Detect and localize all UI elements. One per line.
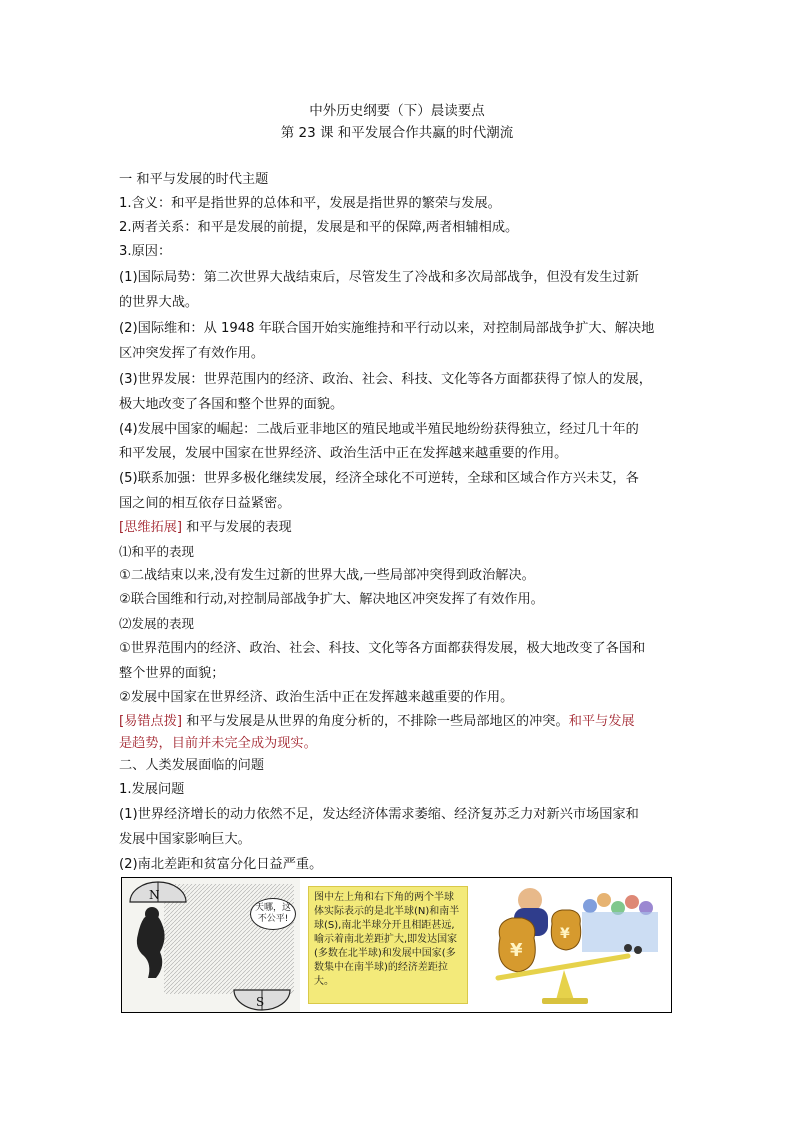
thinking-extension-tag: [思维拓展] (119, 520, 183, 535)
text-line: ⑴和平的表现 (119, 544, 195, 559)
text-line: ⑵发展的表现 (119, 616, 195, 631)
text-line: 3.原因： (119, 244, 172, 259)
document-title: 中外历史纲要（下）晨读要点 (309, 103, 485, 119)
text-line: ②发展中国家在世界经济、政治生活中正在发挥越来越重要的作用。 (119, 690, 514, 705)
text-line: 发展中国家影响巨大。 (119, 832, 251, 847)
text-line: 和平发展，发展中国家在世界经济、政治生活中正在发挥越来越重要的作用。 (119, 446, 568, 461)
mistake-tip-tag: [易错点拨] (119, 714, 183, 729)
mistake-tip-highlight: 和平与发展 (568, 714, 635, 729)
money-bag-symbol: ¥ (510, 940, 523, 961)
text-line: (5)联系加强：世界多极化继续发展，经济全球化不可逆转，全球和区域合作方兴未艾，各 (119, 471, 639, 486)
speech-bubble: 天哪，这不公平! (250, 898, 296, 930)
north-label: N (149, 888, 160, 902)
wealth-gap-cartoon (478, 878, 672, 1012)
mistake-tip-line (119, 712, 679, 732)
south-label: S (256, 995, 265, 1009)
text-line: (2)南北差距和贫富分化日益严重。 (119, 857, 323, 872)
hemisphere-cartoon (122, 878, 300, 1012)
wealth-gap-drawing (478, 878, 672, 1012)
text-line: (2)国际维和：从 1948 年联合国开始实施维持和平行动以来，对控制局部战争扩大、解决地 (119, 321, 655, 336)
text-line: 的世界大战。 (119, 295, 199, 310)
text-line: (4)发展中国家的崛起：二战后亚非地区的殖民地或半殖民地纷纷获得独立，经过几十年的 (119, 422, 639, 437)
caption-note: 图中左上角和右下角的两个半球体实际表示的是北半球(N)和南半球(S),南北半球分开且相距甚远,喻示着南北差距扩大,即发达国家(多数在北半球)和发展中国家(多数集中在南半球)的经济差距拉大。 (308, 886, 468, 1004)
lesson-title: 第 23 课 和平发展合作共赢的时代潮流 (280, 125, 514, 141)
text-line: (1)世界经济增长的动力依然不足，发达经济体需求萎缩、经济复苏乏力对新兴市场国家和 (119, 807, 639, 822)
text-line: 1.含义：和平是指世界的总体和平，发展是指世界的繁荣与发展。 (119, 196, 501, 211)
money-bag-symbol: ¥ (560, 926, 570, 942)
text-line: 整个世界的面貌； (119, 666, 225, 681)
mistake-tip-highlight-2: 是趋势，目前并未完全成为现实。 (119, 736, 317, 751)
text-line: 2.两者关系：和平是发展的前提，发展是和平的保障,两者相辅相成。 (119, 220, 519, 235)
text-line: ②联合国维和行动,对控制局部战争扩大、解决地区冲突发挥了有效作用。 (119, 592, 544, 607)
thinking-extension-line (119, 518, 679, 538)
text-line: ①二战结束以来,没有发生过新的世界大战,一些局部冲突得到政治解决。 (119, 568, 535, 583)
thinking-extension-text: 和平与发展的表现 (182, 520, 292, 535)
section-heading: 一 和平与发展的时代主题 (119, 172, 269, 187)
text-line: (1)国际局势：第二次世界大战结束后，尽管发生了冷战和多次局部战争，但没有发生过新 (119, 270, 639, 285)
mistake-tip-text: 和平与发展是从世界的角度分析的，不排除一些局部地区的冲突。 (182, 714, 569, 729)
text-line: 极大地改变了各国和整个世界的面貌。 (119, 397, 344, 412)
text-line: (3)世界发展：世界范围内的经济、政治、社会、科技、文化等各方面都获得了惊人的发展， (119, 372, 652, 387)
north-south-gap-figure (121, 877, 672, 1013)
text-line: 区冲突发挥了有效作用。 (119, 346, 265, 361)
text-line: ①世界范围内的经济、政治、社会、科技、文化等各方面都获得发展，极大地改变了各国和 (119, 641, 646, 656)
caption-panel (304, 878, 476, 1012)
mistake-tip-continuation (119, 734, 679, 754)
section-heading: 二、人类发展面临的问题 (119, 758, 265, 773)
text-line: 国之间的相互依存日益紧密。 (119, 496, 291, 511)
text-line: 1.发展问题 (119, 782, 185, 797)
